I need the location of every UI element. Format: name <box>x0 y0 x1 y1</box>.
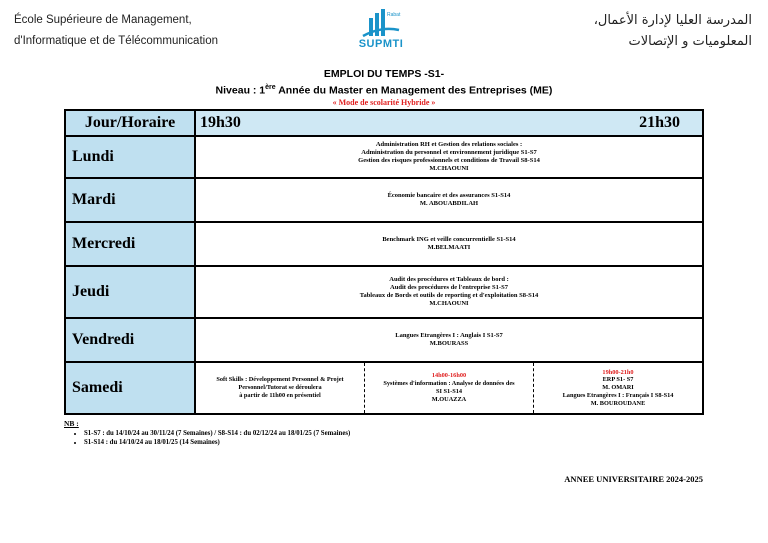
supmti-logo <box>349 6 413 54</box>
day-mardi: Mardi <box>65 178 195 222</box>
logo-bars-icon <box>349 6 413 40</box>
slot-time: 19h00-21h0 <box>602 368 634 376</box>
academic-year: ANNEE UNIVERSITAIRE 2024-2025 <box>564 474 703 484</box>
time-start: 19h30 <box>200 114 241 131</box>
slot-teacher: M.OUAZZA <box>431 395 467 403</box>
slot-line: à partir de 11h00 en présentiel <box>239 391 321 399</box>
school-name-line2: d'Informatique et de Télécommunication <box>14 35 218 47</box>
level-suffix: Année du Master en Management des Entreprises (ME) <box>275 84 553 97</box>
slot-line: Audit des procédures et Tableaux de bord : <box>389 276 509 283</box>
school-name-arabic <box>594 10 752 52</box>
table-row <box>65 318 703 362</box>
level-sup: ère <box>265 84 276 91</box>
slot-line: ERP S1- S7 <box>602 376 634 384</box>
school-name-french <box>14 10 218 52</box>
slot-vendredi <box>195 318 703 362</box>
slot-jeudi <box>195 266 703 318</box>
timetable <box>64 109 704 415</box>
title-block <box>0 68 768 108</box>
slot-line: Gestion des risques professionnels et conditions de Travail S8-S14 <box>358 157 540 164</box>
slot-time: 14h00-16h00 <box>431 372 467 380</box>
mode-scolarite: « Mode de scolarité Hybride » <box>332 97 436 107</box>
slot-teacher: M. BOUROUDANE <box>590 399 646 407</box>
samedi-col-softskills <box>196 363 364 413</box>
slot-line: Langues Etrangères I : Anglais I S1-S7 <box>395 332 503 339</box>
slot-lundi <box>195 136 703 178</box>
table-row <box>65 362 703 414</box>
page-title: EMPLOI DU TEMPS -S1- <box>323 68 445 80</box>
header-time <box>195 110 703 136</box>
school-name-arabic-line1: المدرسة العليا لإدارة الأعمال، <box>593 13 752 28</box>
slot-line: Administration du personnel et environnement juridique S1-S7 <box>361 149 537 156</box>
logo-text: SUPMTI <box>358 38 404 50</box>
table-row <box>65 178 703 222</box>
slot-line: Soft Skills : Développement Personnel & Projet <box>216 376 344 384</box>
slot-teacher: M.BELMAATI <box>427 244 471 251</box>
samedi-col-erp <box>533 363 702 413</box>
day-samedi: Samedi <box>65 362 195 414</box>
slot-teacher: M.CHAOUNI <box>429 300 469 307</box>
level-title <box>0 81 768 98</box>
slot-teacher: M.CHAOUNI <box>429 165 469 172</box>
logo-small-text: Rabat <box>387 12 401 18</box>
school-name-line1: École Supérieure de Management, <box>14 14 192 26</box>
slot-line: Systèmes d'information : Analyse de données des <box>383 380 515 388</box>
notes-label: NB : <box>64 419 79 428</box>
day-mercredi: Mercredi <box>65 222 195 266</box>
slot-line: Administration RH et Gestion des relations sociales : <box>375 141 523 148</box>
header-day: Jour/Horaire <box>65 110 195 136</box>
samedi-col-si <box>364 363 533 413</box>
slot-line: Audit des procédures de l'entreprise S1-S7 <box>390 284 508 291</box>
table-row <box>65 222 703 266</box>
slot-line: Personnel/Tutorat se déroulera <box>238 384 322 392</box>
list-item: • S1-S7 : du 14/10/24 au 30/11/24 (7 Semaines) / S8-S14 : du 02/12/24 au 18/01/25 (7 Semaines) <box>84 429 350 438</box>
level-prefix: Niveau : 1 <box>215 84 266 97</box>
school-name-arabic-line2: المعلوميات و الإتصالات <box>628 34 752 49</box>
slot-mardi <box>195 178 703 222</box>
slot-line: Langues Etrangères I : Français I S8-S14 <box>562 391 674 399</box>
slot-teacher: M.BOURASS <box>429 340 469 347</box>
table-header-row <box>65 110 703 136</box>
notes <box>64 419 350 447</box>
slot-line: Économie bancaire et des assurances S1-S14 <box>387 192 511 199</box>
notes-list <box>64 429 350 447</box>
slot-teacher: M. OMARI <box>602 384 634 392</box>
slot-mercredi <box>195 222 703 266</box>
slot-line: Tableaux de Bords et outils de reporting et d'exploitation S8-S14 <box>359 292 539 299</box>
slot-teacher: M. ABOUABDILAH <box>419 200 479 207</box>
time-end: 21h30 <box>639 114 680 131</box>
table-row <box>65 266 703 318</box>
list-item: • S1-S14 : du 14/10/24 au 18/01/25 (14 Semaines) <box>84 438 350 447</box>
day-lundi: Lundi <box>65 136 195 178</box>
slot-samedi <box>195 362 703 414</box>
samedi-grid <box>196 363 702 413</box>
slot-line: SI S1-S14 <box>435 388 463 395</box>
day-jeudi: Jeudi <box>65 266 195 318</box>
slot-line: Benchmark ING et veille concurrentielle S1-S14 <box>382 236 516 243</box>
table-row <box>65 136 703 178</box>
day-vendredi: Vendredi <box>65 318 195 362</box>
